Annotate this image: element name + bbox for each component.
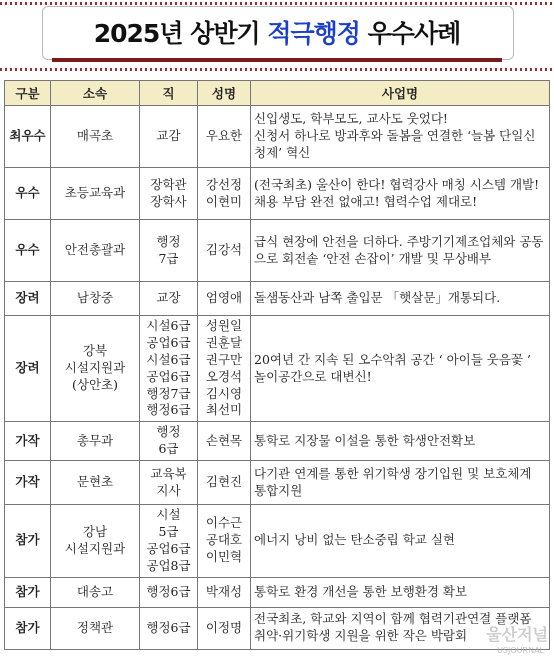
- org-cell: 초등교육과: [51, 168, 140, 220]
- project-cell: 에너지 낭비 없는 탄소중립 학교 실현: [251, 505, 550, 578]
- project-cell: 다기관 연계를 통한 위기학생 장기입원 및 보호체계 통합지원: [251, 461, 550, 505]
- grade-cell: 가작: [5, 422, 51, 461]
- name-cell: 우요한: [198, 106, 251, 168]
- title-highlight: 적극행정: [267, 19, 360, 48]
- title-underline: [52, 58, 502, 62]
- name-cell: 성원일 권훈달 권구만 오경석 김시영 최선미: [198, 316, 251, 422]
- org-cell: 총무과: [51, 422, 140, 461]
- grade-cell: 장려: [5, 316, 51, 422]
- bottom-dotted-border: [0, 68, 554, 71]
- org-cell: 대송고: [51, 577, 140, 607]
- table-row: [5, 505, 550, 578]
- grade-cell: 최우수: [5, 106, 51, 168]
- header-org: 소속: [51, 81, 140, 106]
- grade-cell: 참가: [5, 577, 51, 607]
- name-cell: 엄영애: [198, 282, 251, 316]
- awards-table: [4, 80, 550, 650]
- rank-cell: 행정 6급: [140, 422, 198, 461]
- project-cell: 통학로 지장물 이설을 통한 학생안전확보: [251, 422, 550, 461]
- org-cell: 정책관: [51, 607, 140, 649]
- grade-cell: 우수: [5, 220, 51, 282]
- grade-cell: 가작: [5, 461, 51, 505]
- table-row: [5, 577, 550, 607]
- table-body: [5, 106, 550, 650]
- table-row: [5, 316, 550, 422]
- rank-cell: 행정6급: [140, 607, 198, 649]
- org-cell: 강남 시설지원과: [51, 505, 140, 578]
- table-row: [5, 282, 550, 316]
- grade-cell: 장려: [5, 282, 51, 316]
- rank-cell: 행정6급: [140, 577, 198, 607]
- project-cell: 전국최초, 학교와 지역이 함께 협력기관연결 플랫폼 취약·위기학생 지원을 위한 작은 박람회: [251, 607, 550, 649]
- name-cell: 박재성: [198, 577, 251, 607]
- org-cell: 문현초: [51, 461, 140, 505]
- grade-cell: 참가: [5, 505, 51, 578]
- rank-cell: 교감: [140, 106, 198, 168]
- grade-cell: 우수: [5, 168, 51, 220]
- watermark-logo: 울산저널: [486, 625, 548, 644]
- header-rank: 직: [140, 81, 198, 106]
- name-cell: 김강석: [198, 220, 251, 282]
- project-cell: 돌샘동산과 남쪽 출입문 「햇살문」개통되다.: [251, 282, 550, 316]
- project-cell: 20여년 간 지속 된 오수악취 공간 ‘ 아이들 웃음꽃 ’ 놀이공간으로 대변신!: [251, 316, 550, 422]
- rank-cell: 행정 7급: [140, 220, 198, 282]
- org-cell: 안전총괄과: [51, 220, 140, 282]
- rank-cell: 시설6급 공업6급 시설6급 공업6급 행정7급 행정6급: [140, 316, 198, 422]
- rank-cell: 시설 5급 공업6급 공업8급: [140, 505, 198, 578]
- title-suffix: 우수사례: [359, 19, 461, 48]
- project-cell: (전국최초) 울산이 한다! 협력강사 매칭 시스템 개발! 채용 부담 완전 없애고! 협력수업 제대로!: [251, 168, 550, 220]
- rank-cell: 장학관 장학사: [140, 168, 198, 220]
- org-cell: 남창중: [51, 282, 140, 316]
- rank-cell: 교장: [140, 282, 198, 316]
- table-row: [5, 168, 550, 220]
- name-cell: 이수근 공대호 이민혁: [198, 505, 251, 578]
- name-cell: 강선정 이현미: [198, 168, 251, 220]
- project-cell: 통학로 환경 개선을 통한 보행환경 확보: [251, 577, 550, 607]
- header-grade: 구분: [5, 81, 51, 106]
- page-title: [42, 14, 512, 50]
- table-row: [5, 220, 550, 282]
- name-cell: 이정명: [198, 607, 251, 649]
- top-dotted-border: [0, 2, 554, 5]
- table-row: [5, 422, 550, 461]
- title-prefix: 2025년 상반기: [93, 19, 268, 48]
- table-row: [5, 607, 550, 649]
- name-cell: 김현진: [198, 461, 251, 505]
- org-cell: 매곡초: [51, 106, 140, 168]
- table-header-row: [5, 81, 550, 106]
- title-banner: [0, 0, 554, 76]
- header-name: 성명: [198, 81, 251, 106]
- project-cell: 신입생도, 학부모도, 교사도 웃었다! 신청서 하나로 방과후와 돌봄을 연결한 ‘늘봄 단일신청제’ 혁신: [251, 106, 550, 168]
- project-cell: 급식 현장에 안전을 더하다. 주방기기제조업체와 공동으로 회전솥 ‘안전 손잡이’ 개발 및 무상배부: [251, 220, 550, 282]
- header-project: 사업명: [251, 81, 550, 106]
- name-cell: 손현목: [198, 422, 251, 461]
- grade-cell: 참가: [5, 607, 51, 649]
- table-row: [5, 461, 550, 505]
- org-cell: 강북 시설지원과 (상안초): [51, 316, 140, 422]
- table-row: [5, 106, 550, 168]
- rank-cell: 교육복 지사: [140, 461, 198, 505]
- watermark-sub: USJOURNAL: [497, 646, 544, 655]
